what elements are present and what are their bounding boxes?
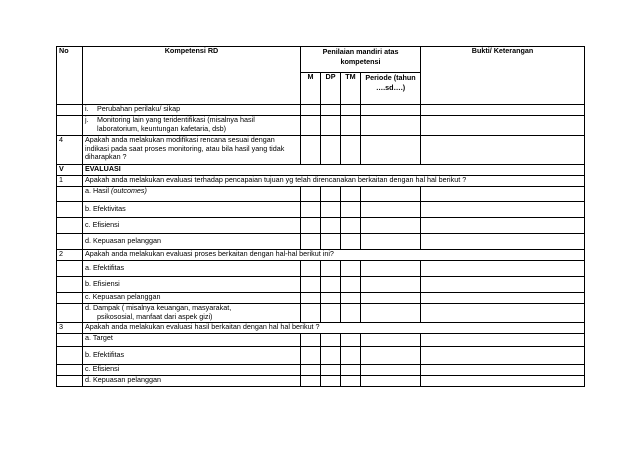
item-text-continued: laboratorium, keuntungan kafetaria, dsb) (97, 123, 227, 133)
table-row (57, 323, 585, 334)
table-row (57, 347, 585, 365)
item-text: b. Efektifitas (83, 347, 301, 365)
item-text: c. Efisiensi (83, 218, 301, 234)
list-marker: j. (85, 115, 89, 124)
header-m: M (301, 73, 321, 105)
header-bukti: Bukti/ Keterangan (421, 47, 585, 105)
table-row (57, 165, 585, 176)
table-row (57, 293, 585, 304)
header-penilaian: Penilaian mandiri atas kompetensi (301, 47, 421, 73)
question-text: Apakah anda melakukan evaluasi proses berkaitan dengan hal-hal berikut ini? (83, 250, 585, 261)
row-number: 2 (57, 250, 83, 261)
section-number: V (57, 165, 83, 176)
table-row (57, 261, 585, 277)
item-text: a. Hasil (85, 186, 111, 195)
table-row (57, 365, 585, 376)
item-text: d. Kepuasan pelanggan (83, 234, 301, 250)
header-tm: TM (341, 73, 361, 105)
question-text: Apakah anda melakukan evaluasi terhadap pencapaian tujuan yg telah direncanakan berkaitan dengan hal hal berikut ? (83, 176, 585, 187)
table-row (57, 304, 585, 323)
section-title: EVALUASI (83, 165, 585, 176)
item-text: a. Efektifitas (83, 261, 301, 277)
table-row (57, 105, 585, 116)
question-text: Apakah anda melakukan modifikasi rencana sesuai dengan indikasi pada saat proses monitoring, atau bila hasil yang tidak diharapkan ? (83, 136, 301, 165)
item-text: a. Target (83, 334, 301, 347)
item-text: b. Efektivitas (83, 202, 301, 218)
competency-table (56, 46, 585, 387)
table-row (57, 202, 585, 218)
question-text: Apakah anda melakukan evaluasi hasil berkaitan dengan hal hal berikut ? (83, 323, 585, 334)
header-dp: DP (321, 73, 341, 105)
list-marker: i. (85, 104, 89, 113)
item-text: d. Kepuasan pelanggan (83, 376, 301, 387)
item-text: c. Kepuasan pelanggan (83, 293, 301, 304)
item-text: d. Dampak ( misalnya keuangan, masyarakat, (85, 303, 232, 312)
item-text-continued: psikososial, manfaat dari aspek gizi) (97, 311, 213, 321)
table-row (57, 176, 585, 187)
table-row (57, 334, 585, 347)
header-periode: Periode (tahun ….sd….) (361, 73, 421, 105)
table-row (57, 234, 585, 250)
table-row (57, 376, 585, 387)
item-text: Perubahan perilaku/ sikap (97, 104, 181, 113)
header-no: No (57, 47, 83, 105)
header-kompetensi: Kompetensi RD (83, 47, 301, 105)
item-text: b. Efisiensi (83, 277, 301, 293)
item-text-italic: (outcomes) (110, 186, 147, 195)
table-row (57, 187, 585, 202)
row-number: 3 (57, 323, 83, 334)
table-row (57, 116, 585, 136)
row-number: 1 (57, 176, 83, 187)
table-row (57, 277, 585, 293)
item-text: c. Efisiensi (83, 365, 301, 376)
row-number: 4 (57, 136, 83, 165)
table-row (57, 218, 585, 234)
item-text: Monitoring lain yang teridentifikasi (misalnya hasil (97, 115, 255, 124)
table-row (57, 136, 585, 165)
table-row (57, 250, 585, 261)
